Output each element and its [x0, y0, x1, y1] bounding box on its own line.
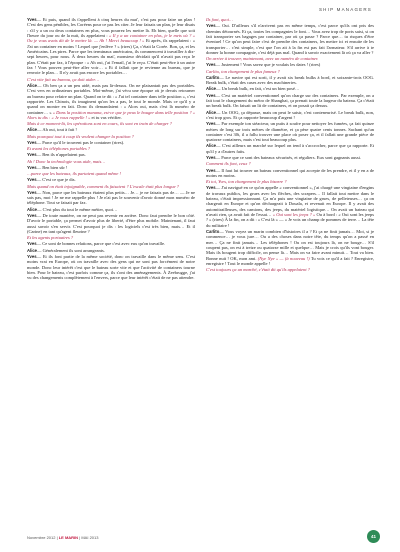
speech-text: Parce que ce sont des bateaux sécurisés, et réguliers. Eux sont gagnants aussi.	[221, 155, 362, 161]
paragraph: Alice— Ah oui, tout à fait !	[27, 127, 77, 133]
footer-magazine: LE MARIN	[58, 535, 79, 540]
footer-issue: Novembre 2012	[27, 535, 56, 540]
paragraph: Yves— Justement ! Vous savez que je voulais les dates ! (rires)	[206, 62, 321, 68]
paragraph	[27, 235, 195, 240]
paragraph	[206, 179, 374, 184]
paragraph: Yves— Il faut lui trouver un bateau conventionnel qui accepte de les prendre, et il y en a de moins en moins.	[206, 167, 374, 178]
speaker-name: Yves	[27, 189, 37, 195]
speech-text: Oui. D'ailleurs s'il n'arrivent pas en même temps, c'est parce qu'ils ont pris des chemins détournés. Et ça, toutes les compagnies le font… Vous avez trop de ports saisi, si on fait transporter ses bagages par container, par où ça passe ? Parce que… tu risques d'être éventuel ! Ce qu'on peut faire c'est de prendre des containers, les mettre ici et ensuite de les transporter… c'est simple, c'est que l'on ait à la fin est pas fait l'armateur. S'il arrive à te donner la bonne compagnie, c'est déjà pas mal. Quand à savoir exactement là où ça va aller ?	[206, 23, 374, 55]
speech-text: Le navire qui est sorti, il y avait six break bulks à bord, et soixante-trois OOG. Break bulk, c'était des cases avec des machineries.	[206, 74, 374, 86]
speech-text: et tu vas vérifier.	[91, 114, 122, 120]
speech-text: Tu vois ce qu'il a fait ? Enregistre, enregistre ! Tout le monde appelle !	[206, 255, 374, 267]
section-header: SHIP MANAGERS	[318, 7, 372, 12]
speaker-name: Yves	[27, 152, 37, 158]
speech-text: Généralement ils sont arrangeants.	[42, 247, 105, 253]
speaker-name: Carlito	[206, 228, 220, 234]
interviewer-question: Mais pourquoi tout à coup ils veulent changer la position ?	[27, 133, 134, 139]
speech-text: Un OOG, ça dépasse, mais on peut le saisir, c'est conteneurisé. Le break bulk, non, c'est trop gros. Et ça rapporte beaucoup d'argent !	[206, 109, 374, 120]
paragraph: Yves— Ce sont de bonnes relations, parce que c'est avec eux qu'on travaille.	[27, 241, 166, 247]
speech-text: Parce qu'il le trouvent pas le container (rires).	[42, 139, 125, 145]
paragraph: Yves— Et puis, quand ils t'appellent à cinq heures du mat', c'est pas pour faire un plan ! C'est des gens pénibles, les Coréens pour ce pas les citer. Je leur faisais un plan, je leur disais : s'il y a un ou deux containers en plus, vous pourrez les mettre là. Eh bien, quelle que soit l'heure du jour ou de la nuit, ils appelaient : « Il y a un container en plus, je le mets où ? » Ou je vous avais dit de le mettre là. — Ah ! Merci beaucoup ! » Et après, ils rappelaient : « J'ai un container en moins ! Lequel que j'enlève ? » (rires) Ça, c'était la Corée. Bon, ça, et les Américains. Les pires. Parce que les terminaux américains, ils commencent à travailler à dix-sept heures, pour nous. À deux heures du mat', monsieur décidait qu'il n'avait pas reçu le plan. C'était par fax, à l'époque : « Ah oui, j'ai l'email, j'ai le reçu. C'était peut-être à un autre fax ! Vous pouvez peut-être aller voir… » Et il fallait que je revienne au bureau, que je renvoie le plan… Il n'y avait pas encore les portables…	[27, 17, 195, 76]
speaker-name: Alice	[27, 247, 38, 253]
paragraph: Yves— Ben bien sûr !	[27, 164, 68, 170]
speaker-name: Yves	[206, 167, 216, 173]
interviewer-question: (Nye Nye » — (à nouveau !)	[257, 255, 310, 261]
speech-text: Par exemple ton stéacteur, un puits à soufre pour nettoyer les fumées, ça fait quinze mètres de long sur trois mètres de diamètre, et ça pèse quatre cents tonnes. Sachant qu'un container c'est 30t, il a fallu trouver une place où poser ça, et il fallait une grande pièce de quatorze containers, mais c'est tout beaucoup plus.	[206, 121, 374, 143]
paragraph: Yves— C'est un matériel conventionnel qu'on charge sur des containers. Par exemple, on a fait tout le chargement du métro de Shanghai, ça prenait toute la largeur du bateau. Ça c'était un break bulk. On faisait un lit de containers, et on posait ça dessus.	[206, 92, 374, 109]
speech-text: Oh ben ça a un peu aidé, mais pas là-dessus. On ne plaisantait pas des portables. C'est vers en ordinateurs portables. Moi-même, j'ai vécu une époque où je devais retourner au bureau pour refaire un plan. Quand on te dit : « J'ai tel container dans telle position », c'est rapportée. Les Chinois, ils imaginent qu'on les a pas, le tout le monde. Mais ce qu'il y a quand on montre en fait. Donc ils demandaient : « Alors oui, mais c'est là numéro de container… »	[27, 82, 195, 115]
speaker-name: Yves	[206, 155, 216, 161]
speaker-name: Alice	[206, 109, 217, 115]
speech-text: Ou à bord : « Oui sont les jeeps ? » (rires) À la fin, on a dit : « C'est là » — « Je vois un champ de pommes de terre… La tête du militaire !	[206, 212, 374, 228]
speech-text: Ben ils n'appelaient pas.	[42, 152, 86, 158]
paragraph: Yves— Oui. D'ailleurs s'il n'arrivent pas en même temps, c'est parce qu'ils ont pris des chemins détournés. Et ça, toutes les compagnies le font… Vous avez trop de ports saisi, si on fait transporter ses bagages par container, par où ça passe ? Parce que… tu risques d'être éventuel ! Ce qu'on peut faire c'est de prendre des containers, les mettre ici et ensuite de les transporter… c'est simple, c'est que l'on ait à la fin est pas fait l'armateur. S'il arrive à te donner la bonne compagnie, c'est déjà pas mal. Quand à savoir exactement là où ça va aller ?	[206, 23, 374, 55]
speaker-name: Alice	[27, 82, 38, 88]
interviewer-question: Mais quand on était injoignable, comment ils faisaient ? L'escale était plus longue ?	[27, 183, 179, 189]
speech-text: Et ils font partie de la même société, donc on travaille dans le même sens. C'est moins vrai en Europe, où on travaille avec des gens qui ne sont pas forcément de notre monde. Donc leur intérêt c'est que le bateau sorte vite et que l'activité de containers tourne bien. Pour le bateau, c'est parfois comme ça, ils s'ont des aménagements. À Zeebrugge, j'ai vu des changements complètement à l'envers, parce que leur intérêt c'était de ne pas attendre.	[27, 253, 195, 281]
speech-text: C'est ailleurs un marché sur lequel on tend à s'accrocher, parce que ça rapporte. Et qu'il y a d'autres faits.	[206, 143, 374, 154]
left-column	[27, 17, 195, 527]
speaker-name: Yves	[206, 62, 216, 68]
speaker-name: Yves	[206, 185, 216, 191]
speaker-name: Alice	[206, 86, 217, 92]
paragraph: Yves— J'ai navigué en ce qu'on appelle « conventionnel », j'ai chargé une vingtaine d'engins de travaux publics, les grues avec les flèches, des scrapers… Il fallait tout mettre dans le bateau, c'était impressionnant. Ça m'a puis une vingtaine de grues, de pelleteuses… ça on chargeait en Europe et qu'on déchargeait à Douala, et revenait en Europe. Il y avait des automitrailleuses, des camions, des jeeps, du matériel logistique… On avait un bateau qui n'avait rien, ça avait fait de l'essai… « Oui sont les jeeps ? » Ou à bord : « Oui sont les jeeps ? » (rires) À la fin, on a dit : « C'est là » — « Je vois un champ de pommes de terre… La tête du militaire !	[206, 185, 374, 228]
speech-text: Non, parce que les bateaux étaient plus petits… Je… je ne faisais pas de… — Je ne sais pas, moi ! Je ne me rappelle plus ! Je n'ai pas le souvenir d'avoir donné mon numéro de téléphone. Tout se faisait par fax.	[27, 189, 195, 206]
paragraph: Carlito— Vous voyez un marin combien d'histoires il a ? Et ça ne finit jamais… Moi, si je commence… je vous jure… Ou a des choses dans notre tête, du temps qu'on a passé en mer… Ça ne finit jamais… Les téléphones ! Ou on est toujours là, on ne bouge… S'il coupent pas, on est à treize ou quatorze mille et quelque… Mais je crois qu'ils vont bouger. Mais ils bougent trop difficile, on pense là… Mais on va faire avant minuit… Tout va bien. Bonne nuit ! OK, mon ami. (Nye Nye » — (à nouveau !) Tu vois ce qu'il a fait ? Enregistre, enregistre ! Tout le monde appelle !	[206, 228, 374, 267]
interviewer-question: C'est toujours ça un marché, c'était dit qu'ils appelaient ?	[206, 267, 310, 273]
paragraph: Alice— Généralement ils sont arrangeants.	[27, 247, 105, 253]
speech-text: J'ai navigué en ce qu'on appelle « conventionnel », j'ai chargé une vingtaine d'engins de travaux publics, les grues avec les flèches, des scrapers… Il fallait tout mettre dans le bateau, c'était impressionnant. Ça m'a puis une vingtaine de grues, de pelleteuses… ça on chargeait en Europe et qu'on déchargeait à Douala, et revenait en Europe. Il y avait des automitrailleuses, des camions, des jeeps, du matériel logistique… On avait un bateau qui n'avait rien, ça avait fait de l'essai…	[206, 185, 374, 218]
speech-text: Vous voyez un marin combien d'histoires il a ? Et ça ne finit jamais… Moi, si je commence… je vous jure… Ou a des choses dans notre tête, du temps qu'on a passé en mer… Ça ne finit jamais… Les téléphones ! Ou on est toujours là, on ne bouge… S'il coupent pas, on est à treize ou quatorze mille et quelque… Mais je crois qu'ils vont bouger. Mais ils bougent trop difficile, on pense là… Mais on va faire avant minuit… Tout va bien. Bonne nuit ! OK, mon ami.	[206, 228, 374, 261]
speech-text: C'est un matériel conventionnel qu'on charge sur des containers. Par exemple, on a fait tout le chargement du métro de Shanghai, ça prenait toute la largeur du bateau. Ça c'était un break bulk. On faisait un lit de containers, et on posait ça dessus.	[206, 92, 374, 109]
interviewer-question: Et les agents portuaires ?	[27, 235, 74, 241]
speech-text: C'est ce que je dis.	[42, 177, 76, 183]
paragraph	[206, 161, 374, 166]
paragraph: Yves— Ben ils n'appelaient pas.	[27, 152, 86, 158]
interviewer-question: Et toi, Yves, ton chargement le plus bizarre ?	[206, 179, 287, 185]
speaker-name: Yves	[27, 164, 37, 170]
paragraph: Yves— Par exemple ton stéacteur, un puits à soufre pour nettoyer les fumées, ça fait quinze mètres de long sur trois mètres de diamètre, et ça pèse quatre cents tonnes. Sachant qu'un container c'est 30t, il a fallu trouver une place où poser ça, et il fallait une grande pièce de quatorze containers, mais c'est tout beaucoup plus.	[206, 121, 374, 143]
interviewer-question: On arrive à trouver, maintenant, avec un numéro de container.	[206, 56, 319, 62]
paragraph: Alice— C'est ailleurs un marché sur lequel on tend à s'accrocher, parce que ça rapporte. Et qu'il y a d'autres faits.	[206, 143, 374, 154]
speaker-name: Yves	[206, 92, 216, 98]
paragraph	[206, 56, 374, 61]
speaker-name: Alice	[27, 127, 38, 133]
right-column	[206, 17, 374, 527]
paragraph	[27, 121, 195, 126]
paragraph	[27, 171, 195, 176]
speaker-name: Yves	[27, 253, 37, 259]
paragraph	[206, 17, 374, 22]
interviewer-question: Ah ! Donc la technologie vous aide, mais…	[27, 158, 106, 164]
speaker-name: Yves	[206, 23, 216, 29]
footer-date: MAI 2013	[81, 535, 99, 540]
interviewer-question: « Il y a un container en plus, je le mets où ? » Ou je vous avais dit de le mettre là. — Ah ! Merci beaucoup ! »	[27, 33, 195, 44]
paragraph	[27, 77, 195, 82]
speech-text: Et puis, quand ils t'appellent à cinq heures du mat', c'est pas pour faire un plan ! C'est des gens pénibles, les Coréens pour ce pas les citer. Je leur faisais un plan, je leur disais : s'il y a un ou deux containers en plus, vous pourrez les mettre là. Eh bien, quelle que soit l'heure du jour ou de la nuit, ils appelaient :	[27, 17, 195, 39]
interviewer-question: Mais à ce moment-là, les opérations sont en cours, ils sont en train de charger ?	[27, 121, 172, 127]
paragraph: Alice— Oh ben ça a un peu aidé, mais pas là-dessus. On ne plaisantait pas des portables. C'est vers en ordinateurs portables. Moi-même, j'ai vécu une époque où je devais retourner au bureau pour refaire un plan. Quand on te dit : « J'ai tel container dans telle position », c'est rapportée. Les Chinois, ils imaginent qu'on les a pas, le tout le monde. Mais ce qu'il y a quand on montre en fait. Donc ils demandaient : « Alors oui, mais c'est là numéro de container… » « Dans la position manana, est-ce que je peux le bouger dans telle position ? » Alors tu dis : « Je vous rappelle ! » et tu vas vérifier.	[27, 82, 195, 120]
paragraph: Yves— C'est ce que je dis.	[27, 177, 76, 183]
page-number: 41	[367, 530, 380, 543]
paragraph: Alice— C'est plus du tout le même métier, quoi…	[27, 206, 118, 212]
paragraph	[206, 267, 374, 272]
paragraph: Alice— Un OOG, ça dépasse, mais on peut le saisir, c'est conteneurisé. Le break bulk, non, c'est trop gros. Et ça rapporte beaucoup d'argent !	[206, 109, 374, 120]
speaker-name: Yves	[206, 121, 216, 127]
interviewer-question: « Oui sont les jeeps ? »	[272, 212, 316, 218]
speaker-name: Yves	[27, 212, 37, 218]
speech-text: Ben bien sûr !	[42, 164, 68, 170]
speech-text: C'est plus du tout le même métier, quoi…	[42, 206, 118, 212]
paragraph: Yves— Parce qu'il le trouvent pas le container (rires).	[27, 139, 125, 145]
paragraph: Yves— Non, parce que les bateaux étaient plus petits… Je… je ne faisais pas de… — Je ne sais pas, moi ! Je ne me rappelle plus ! Je n'ai pas le souvenir d'avoir donné mon numéro de téléphone. Tout se faisait par fax.	[27, 189, 195, 206]
interviewer-question: Et avant les téléphones portables ?	[27, 146, 91, 152]
paragraph	[27, 134, 195, 139]
paragraph: Yves— Parce que ce sont des bateaux sécurisés, et réguliers. Eux sont gagnants aussi.	[206, 155, 362, 161]
paragraph	[206, 69, 374, 74]
paragraph: Yves— Et ils font partie de la même société, donc on travaille dans le même sens. C'est moins vrai en Europe, où on travaille avec des gens qui ne sont pas forcément de notre monde. Donc leur intérêt c'est que le bateau sorte vite et que l'activité de containers tourne bien. Pour le bateau, c'est parfois comme ça, ils s'ont des aménagements. À Zeebrugge, j'ai vu des changements complètement à l'envers, parce que leur intérêt c'était de ne pas attendre.	[27, 253, 195, 281]
paragraph: Yves— De toute manière, on ne peut pas revenir en arrière. Donc faut prendre le bon côté. D'avoir le portable, ça permet d'avoir plus de liberté, d'être plus mobile. Maintenant, il faut aussi savoir s'en servir. C'est pourquoi je dis : les logiciels c'est très bien, mais… Et il (Carine) en tant qu'agent fleurine ?	[27, 212, 195, 234]
speaker-name: Alice	[206, 143, 217, 149]
speaker-name: Yves	[27, 241, 37, 247]
paragraph	[27, 184, 195, 189]
interviewer-question: Carlito, ton chargement le plus fameux ?	[206, 68, 280, 74]
speech-text: Justement ! Vous savez que je voulais les dates ! (rires)	[221, 62, 321, 68]
speech-text: Un break bulk, en fait, c'est un bien posé…	[221, 86, 300, 92]
page-footer: Novembre 2012 | LE MARIN | MAI 2013	[27, 535, 99, 540]
paragraph: Alice— Un break bulk, en fait, c'est un bien posé…	[206, 86, 300, 92]
speaker-name: Carlito	[206, 74, 220, 80]
speech-text: Ce sont de bonnes relations, parce que c'est avec eux qu'on travaille.	[42, 241, 166, 247]
paragraph: Carlito— Le navire qui est sorti, il y avait six break bulks à bord, et soixante-trois OOG. Break bulk, c'était des cases avec des machineries.	[206, 74, 374, 86]
interviewer-question: Comment ils font, ceux ?	[206, 161, 251, 167]
speaker-name: Alice	[27, 206, 38, 212]
interviewer-question: …parce que les bateaux, ils partaient quand même !	[27, 171, 121, 177]
paragraph	[27, 146, 195, 151]
speech-text: Ah oui, tout à fait !	[42, 127, 77, 133]
speech-text: Il faut lui trouver un bateau conventionnel qui accepte de les prendre, et il y en a de moins en moins.	[206, 167, 374, 178]
speaker-name: Yves	[27, 139, 37, 145]
interviewer-question: « Dans la position manana, est-ce que je peux le bouger dans telle position ? » Alors tu dis : « Je vous rappelle ! »	[27, 109, 195, 120]
speech-text: De toute manière, on ne peut pas revenir en arrière. Donc faut prendre le bon côté. D'avoir le portable, ça permet d'avoir plus de liberté, d'être plus mobile. Maintenant, il faut aussi savoir s'en servir. C'est pourquoi je dis : les logiciels c'est très bien, mais… Et il (Carine) en tant qu'agent fleurine ?	[27, 212, 195, 234]
speaker-name: Yves	[27, 17, 37, 22]
speech-text: Et après, ils rappelaient : « J'ai un container en moins ! Lequel que j'enlève ? » (rires) Ça, c'était la Corée. Bon, ça, et les Américains. Les pires. Parce que les terminaux américains, ils commencent à travailler à dix-sept heures, pour nous. À deux heures du mat', monsieur décidait qu'il n'avait pas reçu le plan. C'était par fax, à l'époque : « Ah oui, j'ai l'email, j'ai le reçu. C'était peut-être à un autre fax ! Vous pouvez peut-être aller voir… » Et il fallait que je revienne au bureau, que je renvoie le plan… Il n'y avait pas encore les portables…	[27, 38, 195, 76]
interviewer-question: Ils font, quoi…	[206, 17, 233, 22]
paragraph	[27, 159, 195, 164]
speaker-name: Yves	[27, 177, 37, 183]
interviewer-question: C'est vite fait au bureau, ça doit aider…	[27, 76, 100, 82]
